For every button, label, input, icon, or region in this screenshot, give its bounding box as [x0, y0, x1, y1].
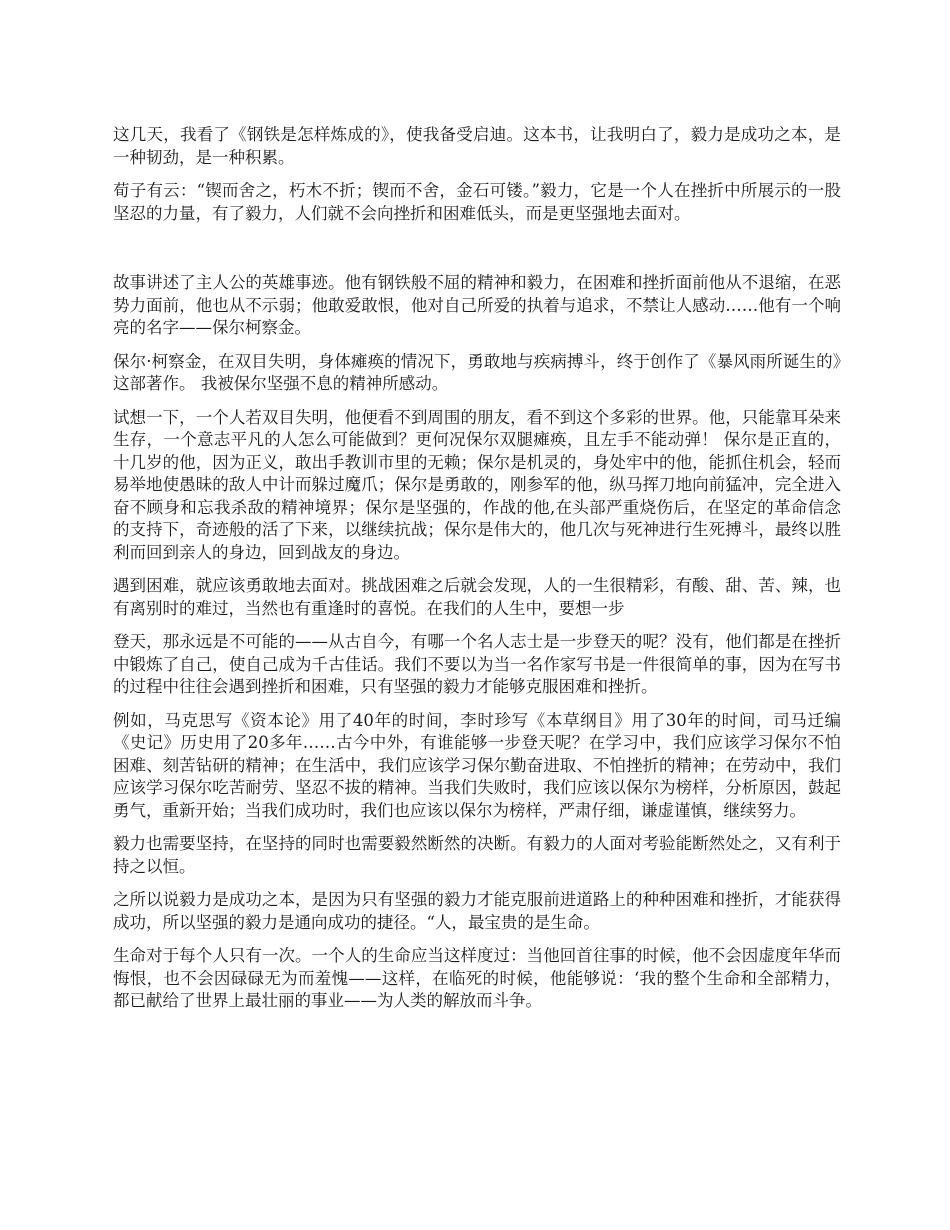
document-body	[113, 124, 841, 1024]
paragraph-story: 故事讲述了主人公的英雄事迹。他有钢铁般不屈的精神和毅力，在困难和挫折面前他从不退缩，在恶势力面前，他也从不示弱；他敢爱敢恨，他对自己所爱的执着与追求，不禁让人感动……他有一个响亮的名字——保尔柯察金。	[113, 273, 841, 337]
paragraph-intro-2: 荀子有云：“锲而舍之，朽木不折；锲而不舍，金石可镂。”毅力，它是一个人在挫折中所展示的一股坚忍的力量，有了毅力，人们就不会向挫折和困难低头，而是更坚强地去面对。	[113, 181, 841, 223]
paragraph-example: 例如，马克思写《资本论》用了40年的时间，李时珍写《本草纲目》用了30年的时间，司马迁编《史记》历史用了20多年……古今中外，有谁能够一步登天呢？在学习中，我们应该学习保尔不怕困难、刻苦钻研的精神；在生活中，我们应该学习保尔勤奋进取、不怕挫折的精神；在劳动中，我们应该学习保尔吃苦耐劳、坚忍不拔的精神。当我们失败时，我们应该以保尔为榜样，分析原因，鼓起勇气，重新开始；当我们成功时，我们也应该以保尔为榜样，严肃仔细，谦虚谨慎，继续努力。	[113, 710, 841, 820]
paragraph-success: 之所以说毅力是成功之本，是因为只有坚强的毅力才能克服前进道路上的种种困难和挫折，才能获得成功，所以坚强的毅力是通向成功的捷径。“人，最宝贵的是生命。	[113, 890, 841, 932]
paragraph-intro-1: 这几天，我看了《钢铁是怎样炼成的》，使我备受启迪。这本书，让我明白了，毅力是成功之本，是一种韧劲，是一种积累。	[113, 125, 841, 167]
paragraph-difficulty: 遇到困难，就应该勇敢地去面对。挑战困难之后就会发现，人的一生很精彩，有酸、甜、苦、辣，也有离别时的难过，当然也有重逢时的喜悦。在我们的人生中，要想一步	[113, 576, 841, 618]
paragraph-one-step: 登天，那永远是不可能的——从古自今，有哪一个名人志士是一步登天的呢？没有，他们都是在挫折中锻炼了自己，使自己成为千古佳话。我们不要以为当一名作家写书是一件很简单的事，因为在写书的过程中往往会遇到挫折和困难，只有坚强的毅力才能够克服困难和挫折。	[113, 632, 841, 696]
paragraph-pavel: 保尔·柯察金，在双目失明，身体瘫痪的情况下，勇敢地与疾病搏斗，终于创作了《暴风雨所诞生的》这部著作。 我被保尔坚强不息的精神所感动。	[113, 351, 841, 393]
paragraph-life: 生命对于每个人只有一次。一个人的生命应当这样度过：当他回首往事的时候，他不会因虚度年华而悔恨，也不会因碌碌无为而羞愧——这样，在临死的时候，他能够说：‘我的整个生命和全部精力，都已献给了世界上最壮丽的事业——为人类的解放而斗争。	[113, 946, 841, 1010]
paragraph-imagine: 试想一下，一个人若双目失明，他便看不到周围的朋友，看不到这个多彩的世界。他，只能靠耳朵来生存，一个意志平凡的人怎么可能做到？更何况保尔双腿瘫痪，且左手不能动弹！ 保尔是正直的，十几岁的他，因为正义，敢出手教训市里的无赖；保尔是机灵的，身处牢中的他，能抓住机会，轻而易举地使愚昧的敌人中计而躲过魔爪；保尔是勇敢的，刚参军的他，纵马挥刀地向前猛冲，完全进入奋不顾身和忘我杀敌的精神境界；保尔是坚强的，作战的他,在头部严重烧伤后，在坚定的革命信念的支持下，奇迹般的活了下来，以继续抗战；保尔是伟大的，他几次与死神进行生死搏斗，最终以胜利而回到亲人的身边，回到战友的身边。	[113, 407, 841, 562]
paragraph-persistence: 毅力也需要坚持，在坚持的同时也需要毅然断然的决断。有毅力的人面对考验能断然处之，又有利于持之以恒。	[113, 834, 841, 876]
section-gap	[113, 236, 841, 272]
